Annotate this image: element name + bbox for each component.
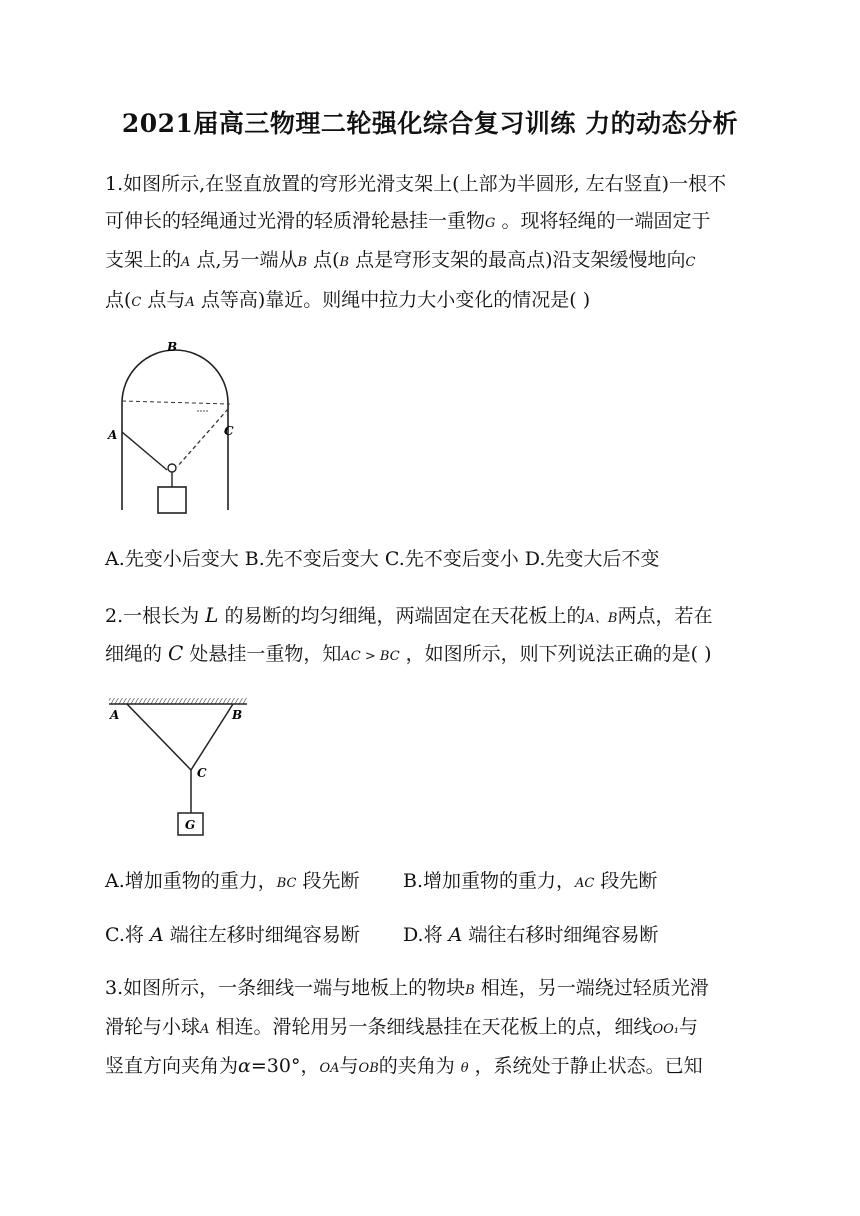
q1-var: G <box>485 216 496 231</box>
q3-line-3 <box>105 1053 703 1082</box>
q3-text: 滑轮与小球 <box>105 1016 201 1038</box>
q2-text: D.将 <box>403 924 449 946</box>
q1-text: 。现将轻绳的一端固定于 <box>495 210 711 232</box>
q2-figure <box>105 693 255 843</box>
q3-text: =30°， <box>250 1055 320 1077</box>
q1-text: 支架上的 <box>105 249 182 271</box>
pulley <box>168 464 176 472</box>
q2-option-c <box>105 922 360 948</box>
q1-var: C <box>685 255 696 270</box>
q1-var: A <box>185 295 195 310</box>
q2-text: A.增加重物的重力， <box>105 870 277 892</box>
label-a: A <box>108 428 118 442</box>
q1-line-4 <box>105 287 590 316</box>
q2-text: 2.一根长为 <box>105 605 206 627</box>
rope-bc <box>191 704 233 770</box>
q2-option-d <box>403 922 658 948</box>
q3-text: 的夹角为 <box>378 1055 461 1077</box>
q3-line-1 <box>105 975 709 1004</box>
q3-text: 相连。滑轮用另一条细线悬挂在天花板上的点，细线 <box>209 1016 653 1038</box>
q1-var: B <box>339 255 350 270</box>
ceiling-hatch <box>109 698 247 704</box>
q1-figure <box>105 335 245 520</box>
q2-var: AC > BC <box>341 649 400 664</box>
weight-block <box>158 487 186 513</box>
q3-var: OA <box>319 1061 340 1076</box>
label-b: B <box>232 708 243 722</box>
q1-text: 点,另一端从 <box>190 249 298 271</box>
rope-left <box>122 432 167 470</box>
q1-var: B <box>297 255 308 270</box>
q1-text: 1.如图所示,在竖直放置的穹形光滑支架上(上部为半圆形, 左右竖直)一根不 <box>105 173 727 195</box>
q2-var: C <box>168 641 184 665</box>
rope-ac <box>127 704 191 770</box>
q2-option-a <box>105 868 360 897</box>
q3-text: 3.如图所示，一条细线一端与地板上的物块 <box>105 977 466 999</box>
page-title: 2021届高三物理二轮强化综合复习训练 力的动态分析 <box>121 109 739 138</box>
q1-text: 点( <box>105 289 132 311</box>
q2-text: ，如图所示，则下列说法正确的是( ) <box>399 643 712 665</box>
q3-text: 相连，另一端绕过轻质光滑 <box>474 977 709 999</box>
q2-text: 的易断的均匀细绳，两端固定在天花板上的 <box>218 605 586 627</box>
q3-var: B <box>465 983 475 998</box>
q3-text: ，系统处于静止状态。已知 <box>468 1055 703 1077</box>
q1-text: 点等高)靠近。则绳中拉力大小变化的情况是( ) <box>194 289 591 311</box>
q1-var: A <box>181 255 191 270</box>
q3-var: OO₁ <box>652 1022 679 1037</box>
q1-text: 点与 <box>141 289 186 311</box>
label-c: C <box>224 424 234 438</box>
q1-var: C <box>131 295 142 310</box>
q1-text: 点( <box>307 249 340 271</box>
label-g: G <box>185 818 196 832</box>
q3-var: θ <box>460 1061 469 1076</box>
q2-text: 细绳的 <box>105 643 169 665</box>
arch <box>122 350 228 403</box>
q1-options: A.先变小后变大 B.先不变后变大 C.先不变后变小 D.先变大后不变 <box>105 548 660 570</box>
rope-dashed <box>177 409 228 467</box>
q2-var: AC <box>575 876 595 891</box>
q3-var: α <box>238 1055 251 1077</box>
q1-text: 可伸长的轻绳通过光滑的轻质滑轮悬挂一重物 <box>105 210 486 232</box>
q2-text: 段先断 <box>594 870 658 892</box>
q3-var: A <box>200 1022 210 1037</box>
q2-var: A <box>149 924 164 946</box>
q2-text: B.增加重物的重力， <box>403 870 576 892</box>
q2-text: 端往右移时细绳容易断 <box>462 924 659 946</box>
q2-var: A、B <box>585 611 618 626</box>
q2-text: C.将 <box>105 924 150 946</box>
q2-var: BC <box>276 876 297 891</box>
label-c: C <box>197 766 207 780</box>
q1-line-2 <box>105 208 710 237</box>
q3-var: OB <box>358 1061 379 1076</box>
q3-text: 竖直方向夹角为 <box>105 1055 239 1077</box>
label-b: B <box>167 340 178 354</box>
q2-text: 段先断 <box>296 870 360 892</box>
q2-option-b <box>403 868 657 897</box>
q2-text: 端往左移时细绳容易断 <box>163 924 360 946</box>
q1-text: 点是穹形支架的最高点)沿支架缓慢地向 <box>349 249 686 271</box>
q3-line-2 <box>105 1014 698 1043</box>
q2-var: L <box>205 603 219 627</box>
q2-text: 处悬挂一重物，知 <box>183 643 342 665</box>
q2-line-2 <box>105 640 712 670</box>
label-a: A <box>110 708 120 722</box>
horizontal-dashed <box>122 401 230 404</box>
q2-text: 两点，若在 <box>617 605 713 627</box>
q3-text: 与 <box>678 1016 698 1038</box>
q2-line-1 <box>105 602 712 632</box>
q1-line-1 <box>105 171 726 197</box>
q3-text: 与 <box>339 1055 359 1077</box>
q2-var: A <box>448 924 463 946</box>
q1-line-3 <box>105 247 696 276</box>
